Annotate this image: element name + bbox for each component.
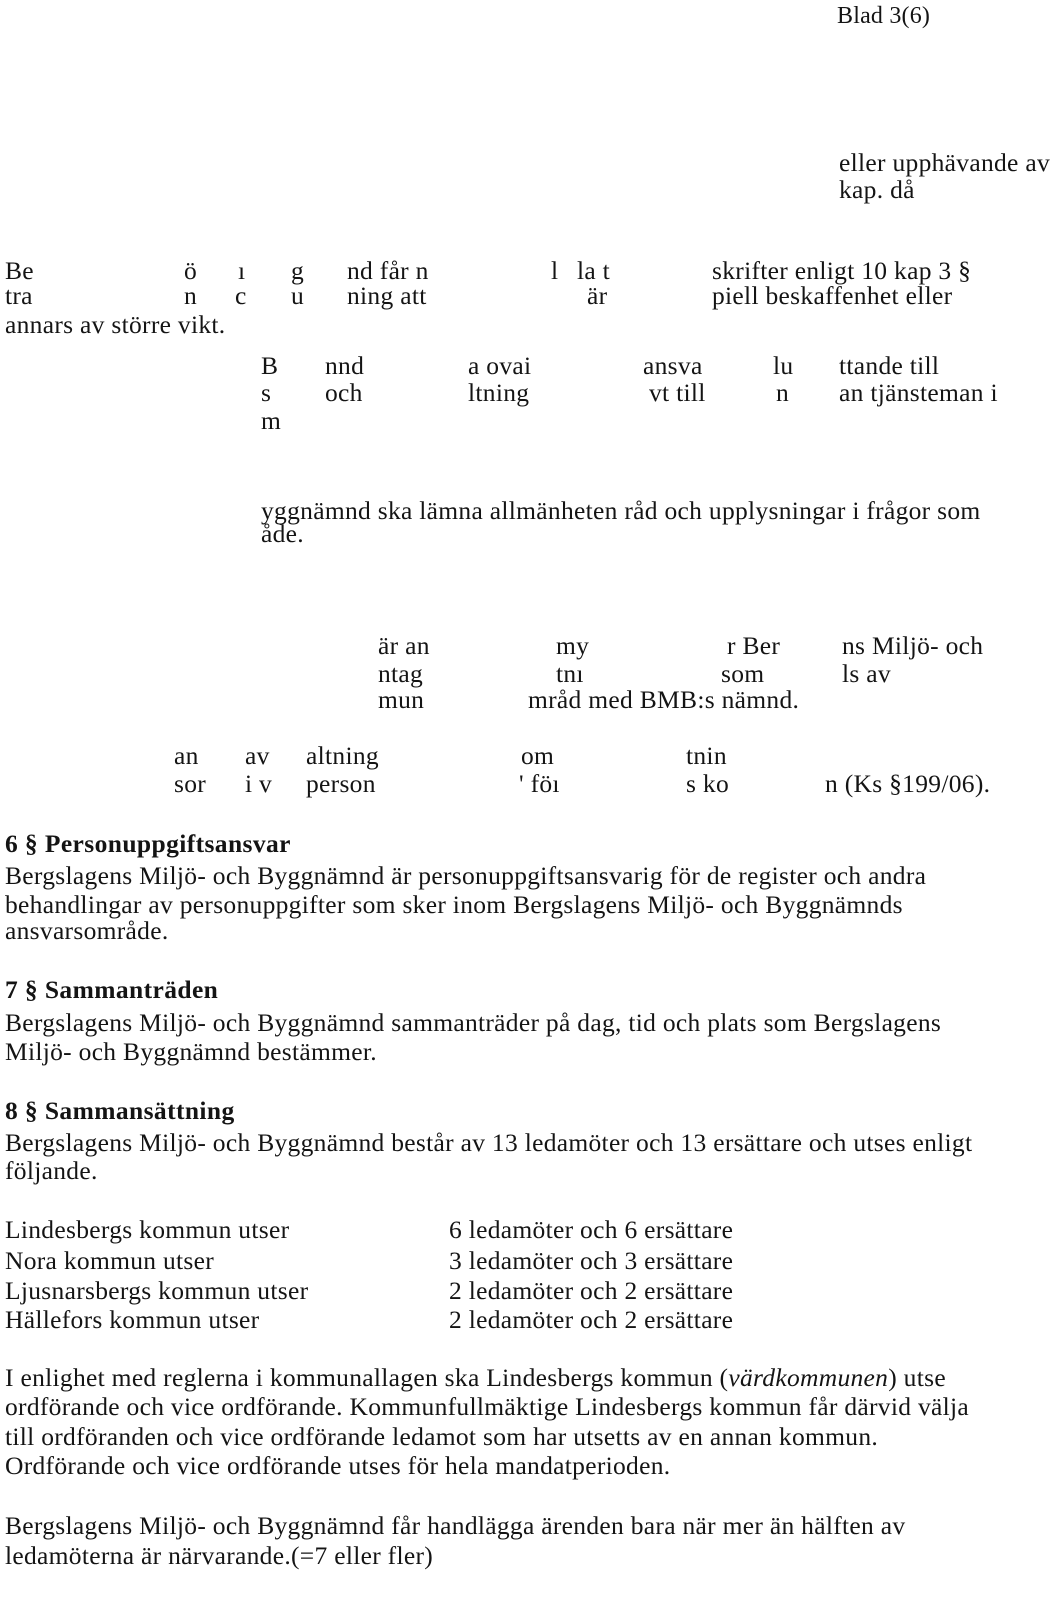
text-fragment: n (Ks §199/06). [825, 769, 991, 798]
paragraph-line: Bergslagens Miljö- och Byggnämnd sammanträder på dag, tid och plats som Bergslagens [5, 1008, 942, 1037]
paragraph-line: Bergslagens Miljö- och Byggnämnd består av 13 ledamöter och 13 ersättare och utses enligt [5, 1128, 973, 1157]
text-fragment: n [776, 378, 790, 407]
text-span: I enlighet med reglerna i kommunallagen ska Lindesbergs kommun ( [5, 1363, 729, 1392]
text-fragment: ttande till [839, 351, 940, 380]
text-fragment: lu [773, 351, 794, 380]
text-fragment: eller upphävande av [839, 148, 1050, 177]
paragraph-line: Ordförande och vice ordförande utses för hela mandatperioden. [5, 1451, 671, 1480]
table-cell-municipality: Hällefors kommun utser [5, 1305, 260, 1334]
paragraph-line: följande. [5, 1156, 98, 1185]
paragraph-line: till ordföranden och vice ordförande ledamot som har utsetts av en annan kommun. [5, 1422, 879, 1451]
table-cell-seats: 3 ledamöter och 3 ersättare [449, 1246, 734, 1275]
text-fragment: och [325, 378, 363, 407]
text-fragment: Be [5, 256, 34, 285]
text-fragment: ansva [643, 351, 703, 380]
paragraph-line: Bergslagens Miljö- och Byggnämnd är personuppgiftsansvarig för de register och andra [5, 861, 927, 890]
text-fragment: tnı [556, 659, 584, 688]
text-fragment: mråd med BMB:s nämnd. [528, 685, 800, 714]
text-fragment: piell beskaffenhet eller [712, 281, 953, 310]
text-fragment: nnd [325, 351, 365, 380]
paragraph-line: ledamöterna är närvarande.(=7 eller fler) [5, 1541, 434, 1570]
text-fragment: B [261, 351, 279, 380]
text-fragment: an [174, 741, 199, 770]
text-fragment: r Ber [727, 631, 781, 660]
table-cell-municipality: Lindesbergs kommun utser [5, 1215, 290, 1244]
table-cell-municipality: Ljusnarsbergs kommun utser [5, 1276, 309, 1305]
table-cell-seats: 2 ledamöter och 2 ersättare [449, 1305, 734, 1334]
text-fragment: sor [174, 769, 207, 798]
text-fragment: nd får n [347, 256, 429, 285]
text-fragment: åde. [261, 519, 304, 548]
text-fragment: tra [5, 281, 33, 310]
text-fragment: tnin [686, 741, 727, 770]
text-fragment: an tjänsteman i [839, 378, 998, 407]
text-fragment: m [261, 406, 282, 435]
paragraph-line: Miljö- och Byggnämnd bestämmer. [5, 1037, 377, 1066]
paragraph-line: behandlingar av personuppgifter som sker inom Bergslagens Miljö- och Byggnämnds [5, 890, 903, 919]
text-fragment: ltning [468, 378, 530, 407]
text-fragment: som [721, 659, 765, 688]
text-fragment: s [261, 378, 272, 407]
section-heading-personuppgiftsansvar: 6 § Personuppgiftsansvar [5, 829, 291, 858]
text-fragment: i v [245, 769, 273, 798]
table-cell-municipality: Nora kommun utser [5, 1246, 215, 1275]
text-fragment: ı [238, 256, 246, 285]
text-fragment: n [184, 281, 198, 310]
text-fragment: är [587, 281, 608, 310]
table-cell-seats: 2 ledamöter och 2 ersättare [449, 1276, 734, 1305]
sheet-number: Blad 3(6) [837, 3, 931, 29]
text-fragment: ns Miljö- och [842, 631, 984, 660]
paragraph-line: ordförande och vice ordförande. Kommunfullmäktige Lindesbergs kommun får därvid välja [5, 1392, 969, 1421]
text-fragment: mun [378, 685, 425, 714]
text-fragment: altning [306, 741, 379, 770]
text-span: ) utse [888, 1363, 946, 1392]
table-cell-seats: 6 ledamöter och 6 ersättare [449, 1215, 734, 1244]
text-fragment: s ko [686, 769, 729, 798]
section-heading-sammansattning: 8 § Sammansättning [5, 1096, 235, 1125]
text-fragment: vt till [649, 378, 706, 407]
section-heading-sammantraden: 7 § Sammanträden [5, 975, 219, 1004]
text-fragment: c [235, 281, 247, 310]
paragraph-line: ansvarsområde. [5, 916, 169, 945]
text-fragment: ls av [842, 659, 891, 688]
text-fragment: l [551, 256, 559, 285]
text-fragment: är an [378, 631, 430, 660]
text-fragment: kap. då [839, 175, 915, 204]
text-fragment: annars av större vikt. [5, 310, 226, 339]
text-fragment: ' föı [519, 769, 560, 798]
text-fragment: u [291, 281, 305, 310]
text-fragment: person [306, 769, 376, 798]
text-fragment: skrifter enligt 10 kap 3 § [712, 256, 972, 285]
text-fragment: ntag [378, 659, 424, 688]
text-fragment: yggnämnd ska lämna allmänheten råd och upplysningar i frågor som [261, 496, 981, 525]
text-fragment: a ovai [468, 351, 532, 380]
text-fragment: my [556, 631, 590, 660]
paragraph-line: Bergslagens Miljö- och Byggnämnd får handlägga ärenden bara när mer än hälften av [5, 1511, 906, 1540]
text-fragment: g [291, 256, 305, 285]
text-fragment: av [245, 741, 270, 770]
text-fragment: la t [577, 256, 611, 285]
paragraph-line [5, 1364, 946, 1392]
text-fragment: ö [184, 256, 198, 285]
text-fragment: om [521, 741, 555, 770]
emphasis-vardkommunen: värdkommunen [728, 1363, 889, 1392]
text-fragment: ning att [347, 281, 427, 310]
